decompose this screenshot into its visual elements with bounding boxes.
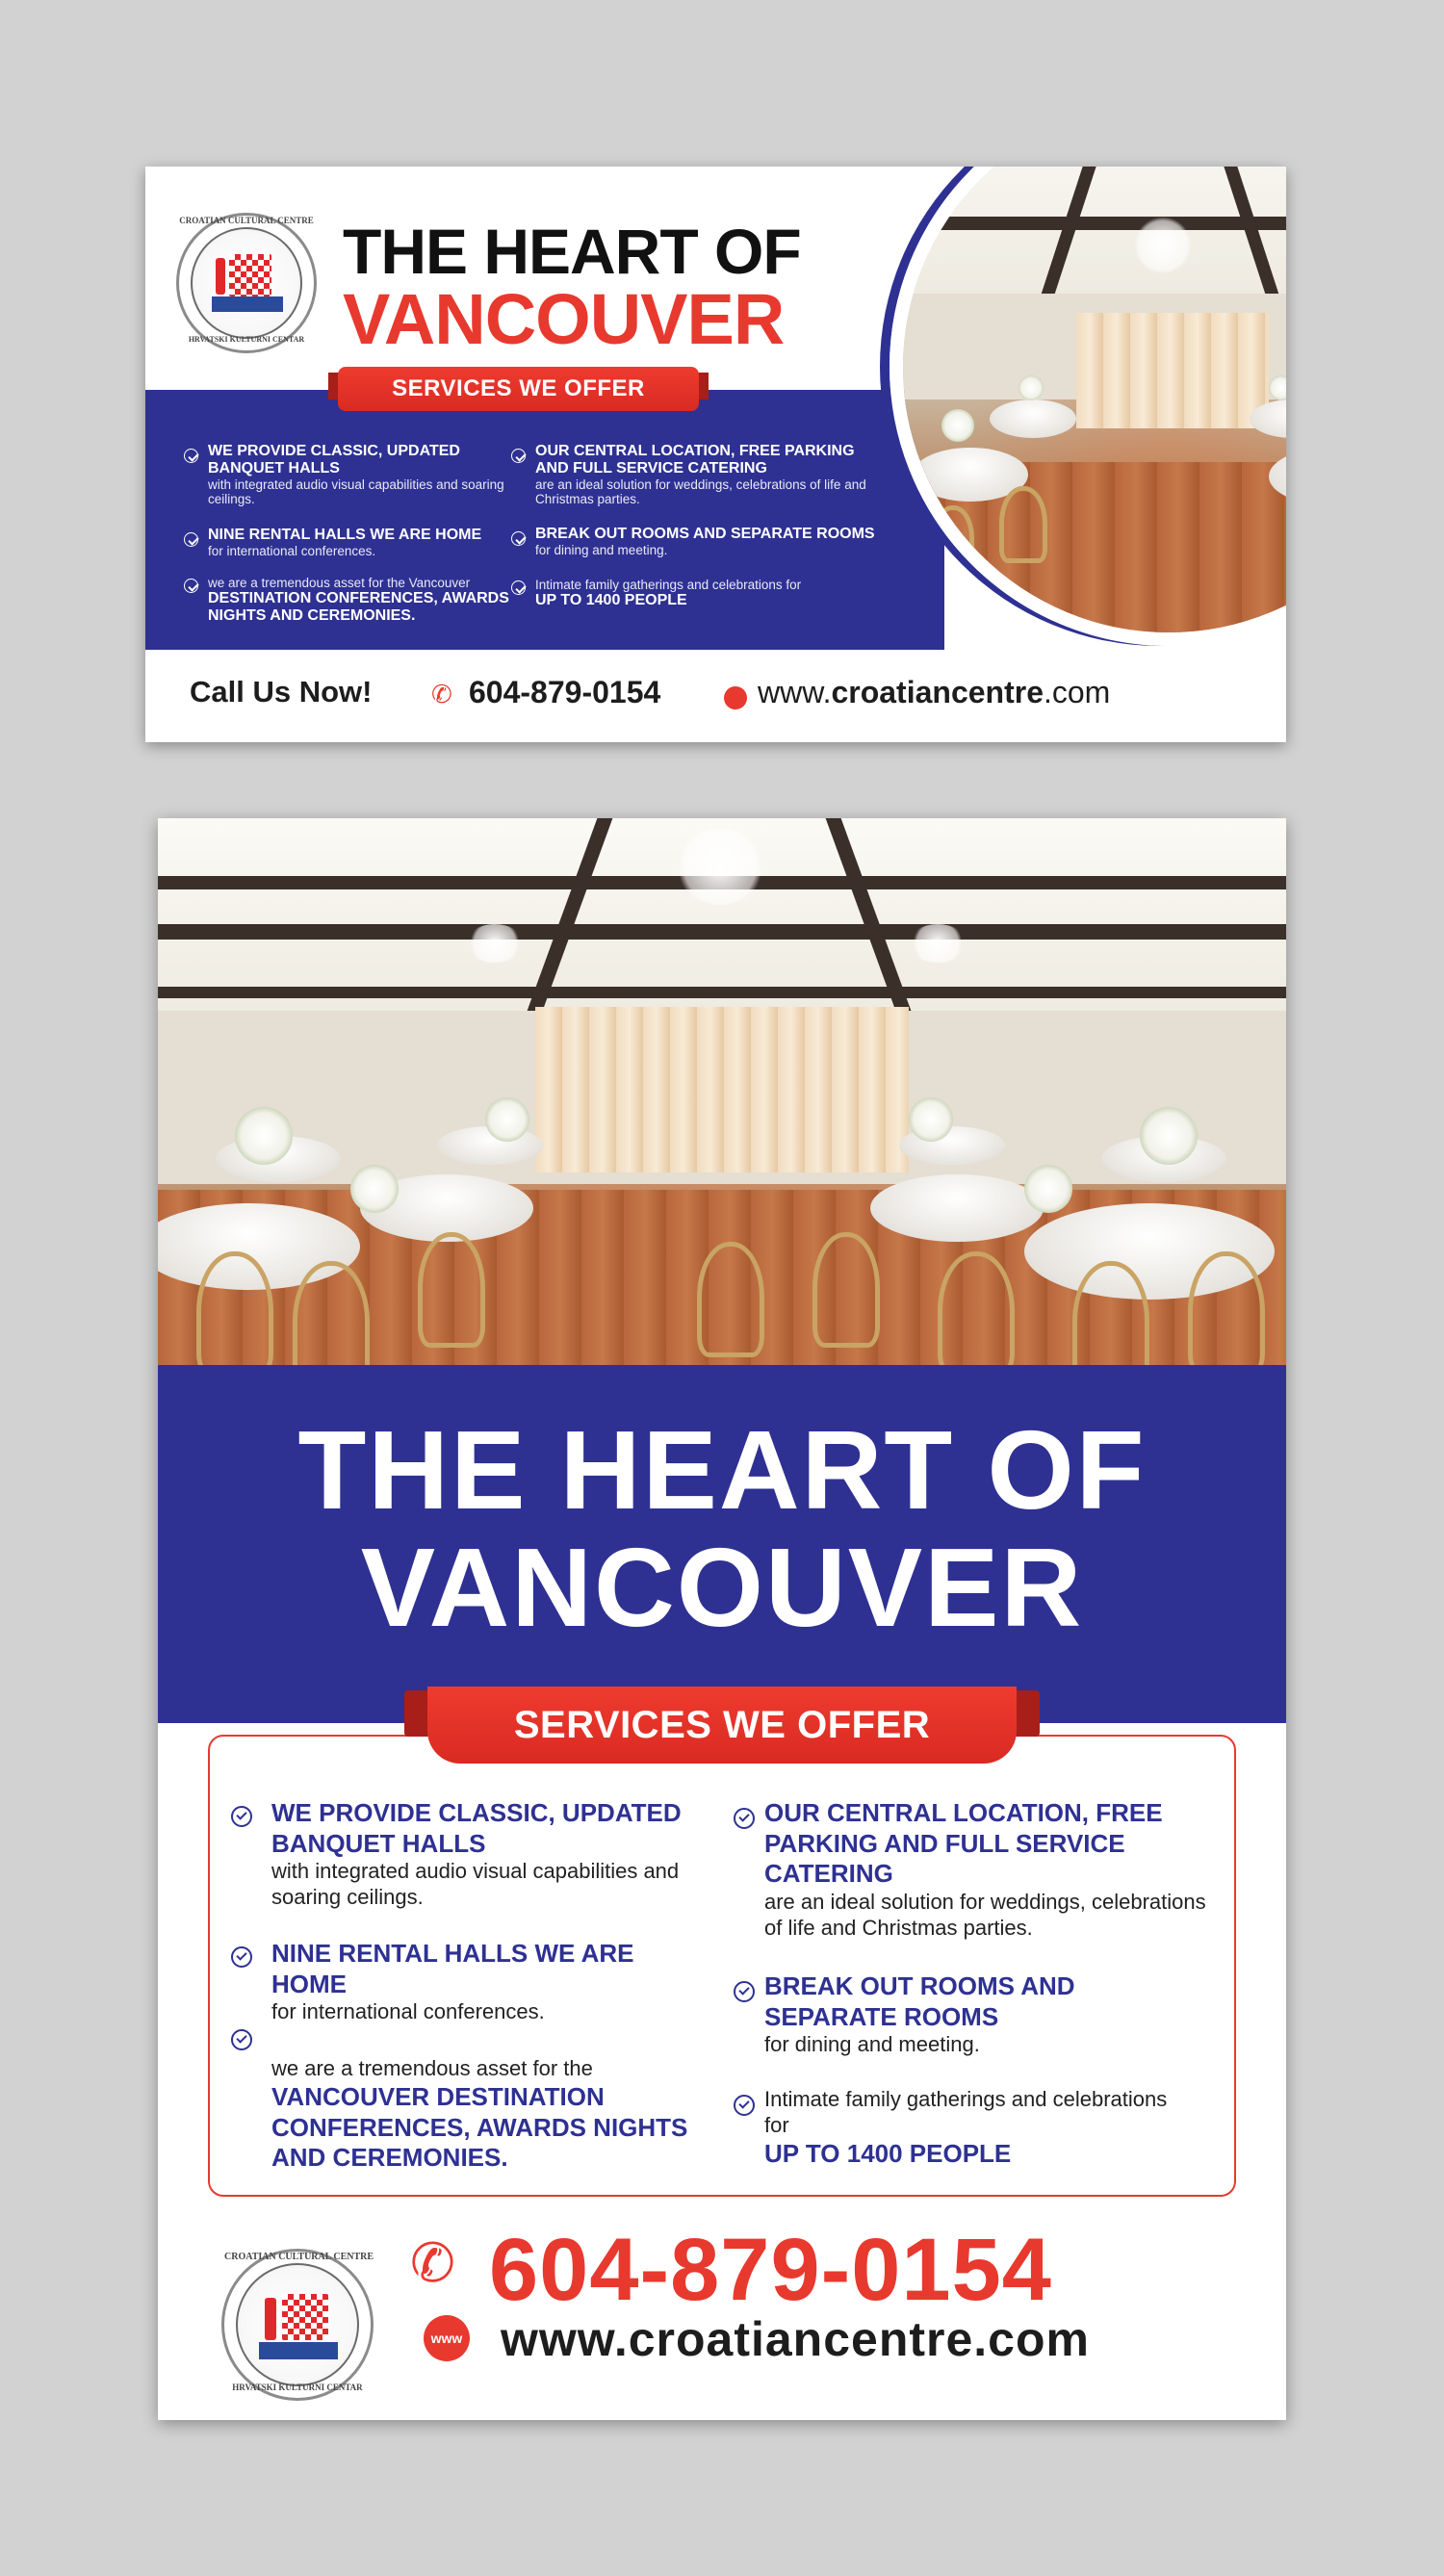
phone-icon: ✆	[410, 2232, 455, 2295]
check-icon	[184, 449, 198, 463]
banner-title-line1: THE HEART OF	[343, 216, 801, 287]
www-icon: www	[424, 2315, 470, 2361]
check-icon	[184, 532, 198, 547]
flyer-service-item: Intimate family gatherings and celebrations for UP TO 1400 PEOPLE	[764, 2087, 1168, 2168]
banner-website[interactable]: www.croatiancentre.com	[758, 675, 1111, 709]
check-icon	[734, 1808, 755, 1829]
logo-bottom-text: HRVATSKI KULTURNI CENTAR	[232, 2383, 363, 2392]
banner-service-item: BREAK OUT ROOMS AND SEPARATE ROOMS for dining and meeting.	[535, 526, 875, 557]
banner-service-item: we are a tremendous asset for the Vancouver DESTINATION CONFERENCES, AWARDS NIGHTS AND CEREMONIES.	[208, 576, 509, 625]
globe-icon	[724, 686, 747, 709]
flyer-service-item: WE PROVIDE CLASSIC, UPDATED BANQUET HALLS with integrated audio visual capabilities and soaring ceilings.	[271, 1798, 682, 1910]
check-icon	[231, 1806, 252, 1827]
banner-service-item: Intimate family gatherings and celebrations for UP TO 1400 PEOPLE	[535, 578, 802, 609]
flyer-service-item: we are a tremendous asset for the VANCOUVER DESTINATION CONFERENCES, AWARDS NIGHTS AND CEREMONIES.	[271, 2056, 688, 2173]
phone-icon: ✆	[431, 681, 452, 709]
flyer-service-item: NINE RENTAL HALLS WE ARE HOME for international conferences.	[271, 1939, 634, 2024]
check-icon	[511, 580, 526, 595]
check-icon	[511, 531, 526, 546]
banner-contact-row	[145, 650, 1286, 742]
banner-ad	[145, 167, 1286, 742]
flyer-ballroom-photo	[158, 818, 1286, 1365]
flyer-services-ribbon: SERVICES WE OFFER	[427, 1687, 1017, 1764]
banner-services-ribbon: SERVICES WE OFFER	[338, 367, 699, 411]
flyer-service-item: OUR CENTRAL LOCATION, FREE PARKING AND FULL SERVICE CATERING are an ideal solution for weddings, celebrations of life and Christmas parties.	[764, 1798, 1206, 1940]
banner-service-item: OUR CENTRAL LOCATION, FREE PARKING AND FULL SERVICE CATERING are an ideal solution for weddings, celebrations of life and Christmas parties.	[535, 443, 866, 506]
check-icon	[231, 2029, 252, 2050]
banner-service-item: WE PROVIDE CLASSIC, UPDATED BANQUET HALLS with integrated audio visual capabilities and soaring ceilings.	[208, 443, 504, 506]
flyer-service-item: BREAK OUT ROOMS AND SEPARATE ROOMS for dining and meeting.	[764, 1971, 1075, 2057]
banner-phone[interactable]: 604-879-0154	[469, 675, 661, 709]
logo-top-text: CROATIAN CULTURAL CENTRE	[179, 216, 314, 225]
check-icon	[511, 449, 526, 463]
logo-bottom-text: HRVATSKI KULTURNI CENTAR	[188, 335, 305, 344]
check-icon	[734, 2095, 755, 2116]
banner-title-line2: VANCOUVER	[343, 279, 785, 359]
check-icon	[734, 1981, 755, 2002]
call-us-label: Call Us Now!	[190, 675, 373, 708]
check-icon	[184, 579, 198, 593]
flyer-phone[interactable]: 604-879-0154	[489, 2221, 1052, 2319]
banner-service-item: NINE RENTAL HALLS WE ARE HOME for international conferences.	[208, 527, 482, 558]
flyer-title-line2: VANCOUVER	[360, 1525, 1084, 1650]
banner-ballroom-photo	[890, 167, 1286, 646]
croatian-centre-logo	[176, 213, 317, 353]
flyer-title-line1: THE HEART OF	[297, 1407, 1147, 1533]
flyer-website[interactable]: www.croatiancentre.com	[501, 2312, 1090, 2366]
check-icon	[231, 1946, 252, 1968]
croatian-centre-logo	[221, 2249, 374, 2401]
flyer-ad	[158, 818, 1286, 2420]
logo-top-text: CROATIAN CULTURAL CENTRE	[224, 2252, 374, 2262]
